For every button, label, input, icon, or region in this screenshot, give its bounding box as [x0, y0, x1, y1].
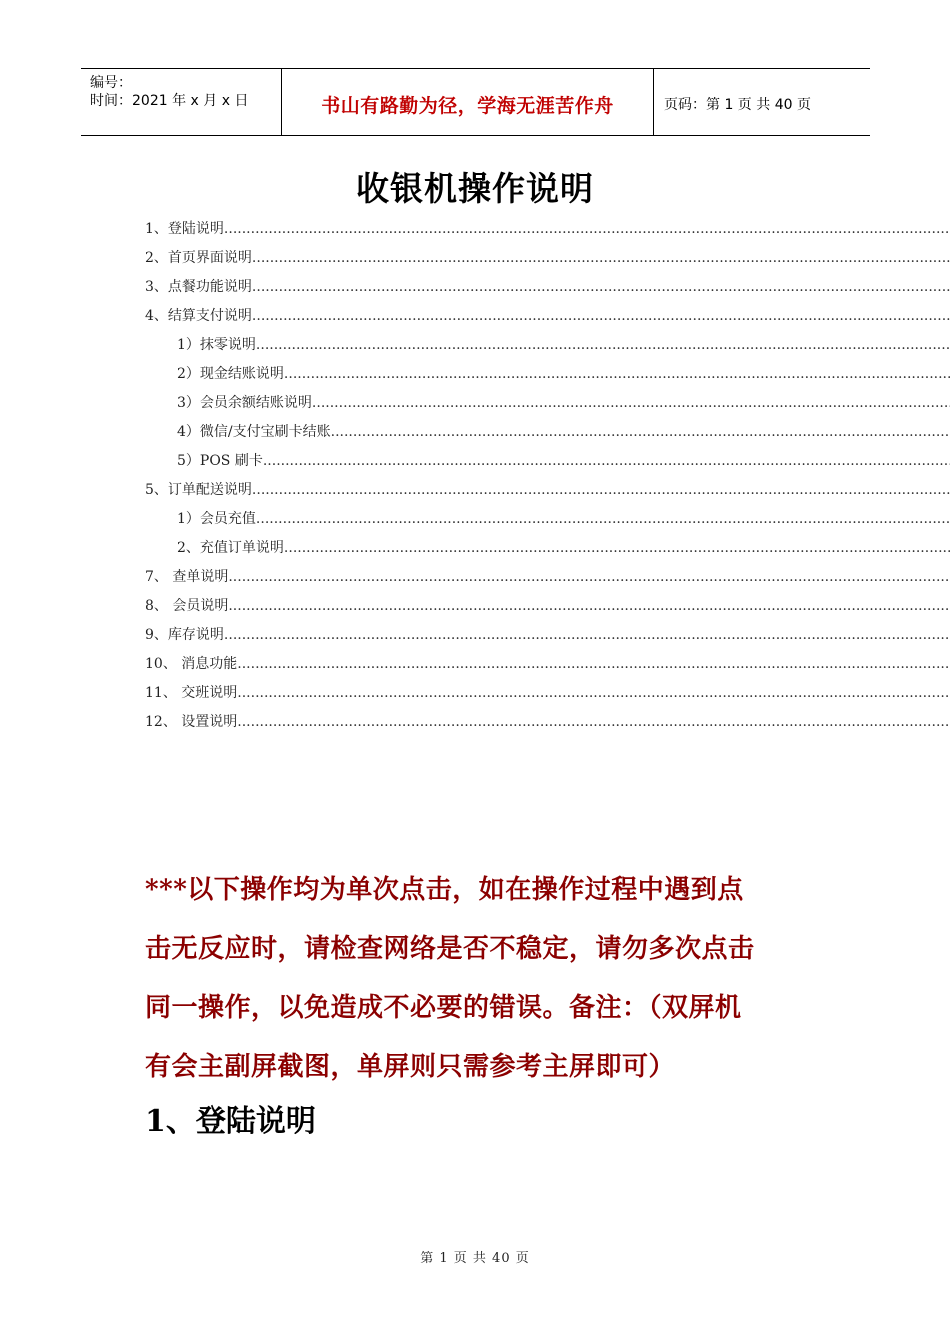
toc-leader-dots [228, 569, 950, 585]
header-table [81, 68, 870, 136]
toc-item[interactable] [177, 450, 950, 472]
toc-leader-dots [237, 656, 950, 672]
toc-item[interactable] [145, 247, 950, 269]
toc-item[interactable] [177, 334, 950, 356]
toc-item-label: 2、充值订单说明 [177, 540, 284, 556]
toc-item[interactable] [145, 479, 950, 501]
toc-item-label: 1）抹零说明 [177, 337, 256, 353]
toc-item-label: 5、订单配送说明 [145, 482, 252, 498]
toc-item-label: 8、 会员说明 [145, 598, 229, 614]
header-left-cell [81, 69, 281, 135]
header-page-info: 页码：第 1 页 共 40 页 [664, 97, 811, 113]
header-motto-cell [281, 69, 654, 135]
toc-leader-dots [252, 250, 950, 266]
toc-item-label: 3、点餐功能说明 [145, 279, 252, 295]
toc-item[interactable] [145, 276, 950, 298]
toc-item-label: 1、登陆说明 [145, 221, 224, 237]
toc-leader-dots [224, 221, 950, 237]
toc-item[interactable] [145, 218, 950, 240]
toc-item[interactable] [145, 595, 950, 617]
toc-item-label: 2）现金结账说明 [177, 366, 284, 382]
header-motto: 书山有路勤为径，学海无涯苦作舟 [321, 95, 614, 117]
document-title: 收银机操作说明 [356, 169, 594, 208]
toc-item[interactable] [177, 421, 950, 443]
toc-item[interactable] [177, 363, 950, 385]
notice-paragraph [145, 861, 825, 1097]
toc-item-label: 4）微信/支付宝刷卡结账 [177, 424, 331, 440]
section-heading: 1、登陆说明 [145, 1104, 316, 1139]
toc-item[interactable] [145, 682, 950, 704]
toc-item-label: 12、 设置说明 [145, 714, 238, 730]
toc-leader-dots [237, 714, 950, 730]
toc-leader-dots [237, 685, 950, 701]
toc-item[interactable] [145, 711, 950, 733]
toc-item-label: 2、首页界面说明 [145, 250, 252, 266]
toc-leader-dots [284, 366, 950, 382]
toc-leader-dots [256, 511, 950, 527]
toc-item-label: 9、库存说明 [145, 627, 224, 643]
header-page-cell [654, 69, 870, 135]
notice-line: ***以下操作均为单次点击，如在操作过程中遇到点 [145, 875, 744, 905]
toc-leader-dots [312, 395, 950, 411]
toc-item[interactable] [177, 537, 950, 559]
toc-leader-dots [252, 279, 950, 295]
toc-leader-dots [331, 424, 950, 440]
toc-leader-dots [256, 337, 950, 353]
toc-item[interactable] [145, 566, 950, 588]
document-number-label: 编号： [90, 75, 132, 91]
toc-item-label: 11、 交班说明 [145, 685, 238, 701]
toc-item-label: 4、结算支付说明 [145, 308, 252, 324]
toc-item-label: 10、 消息功能 [145, 656, 238, 672]
page-footer: 第 1 页 共 40 页 [420, 1251, 530, 1266]
toc-item-label: 1）会员充值 [177, 511, 256, 527]
toc-leader-dots [284, 540, 950, 556]
toc-leader-dots [224, 627, 950, 643]
notice-line: 击无反应时，请检查网络是否不稳定，请勿多次点击 [145, 934, 755, 964]
document-time-label: 时间：2021 年 x 月 x 日 [90, 93, 249, 109]
toc-item[interactable] [145, 653, 950, 675]
toc-item[interactable] [145, 624, 950, 646]
toc-item-label: 7、 查单说明 [145, 569, 229, 585]
notice-line: 同一操作，以免造成不必要的错误。备注：（双屏机 [145, 993, 742, 1023]
toc-item-label: 5）POS 刷卡 [177, 453, 263, 469]
notice-line: 有会主副屏截图，单屏则只需参考主屏即可） [145, 1052, 676, 1082]
toc-item-label: 3）会员余额结账说明 [177, 395, 312, 411]
toc-leader-dots [228, 598, 950, 614]
toc-item[interactable] [145, 305, 950, 327]
toc-leader-dots [263, 453, 950, 469]
toc-item[interactable] [177, 508, 950, 530]
toc-item[interactable] [177, 392, 950, 414]
toc-leader-dots [252, 308, 950, 324]
toc-leader-dots [252, 482, 950, 498]
